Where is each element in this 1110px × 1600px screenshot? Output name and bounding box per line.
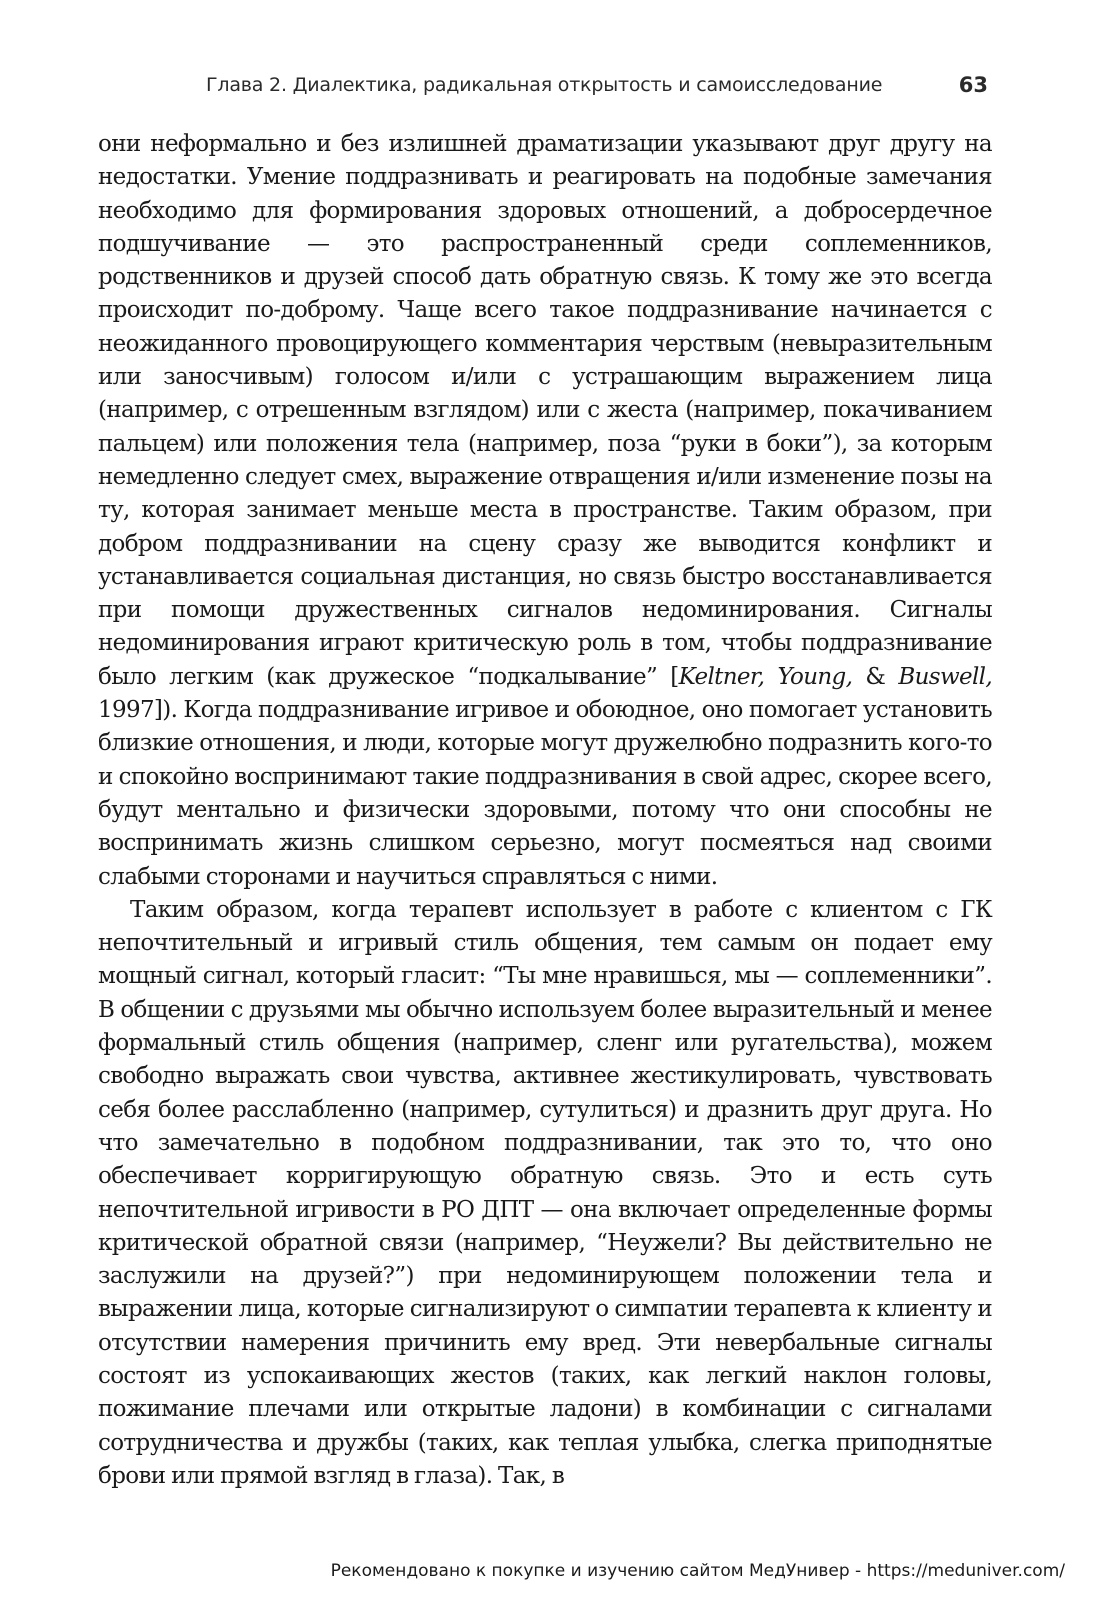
paragraph-2: Таким образом, когда терапевт использует в работе с клиентом с ГК непочтительный и игривый стиль общения, тем самым он подает ему мощный сигнал, который гласит: “Ты мне нравишься, мы — соплеменники”. В общении с друзьями мы обычно используем более выразительный и менее формальный стиль общения (например, сленг или ругательства), можем свободно выражать свои чувства, активнее жестикулировать, чувствовать себя более расслабленно (например, сутулиться) и дразнить друг друга. Но что замечательно в подобном поддразнивании, так это то, что оно обеспечивает корригирующую обратную связь. Это и есть суть непочтительной игривости в РО ДПТ — она включает определенные формы критической обратной связи (например, “Неужели? Вы действительно не заслужили на друзей?”) при недоминирующем положении тела и выражении лица, которые сигнализируют о симпатии терапевта к клиенту и отсутствии намерения причинить ему вред. Эти невербальные сигналы состоят из успокаивающих жестов (таких, как легкий наклон головы, пожимание плечами или открытые ладони) в комбинации с сигналами сотрудничества и дружбы (таких, как теплая улыбка, слегка приподнятые брови или прямой взгляд в глаза). Так, в [98,896,992,1489]
paragraph-1-text-b: 1997]). Когда поддразнивание игривое и обоюдное, оно помогает установить близкие отношения, и люди, которые могут дружелюбно подразнить кого-то и спокойно воспринимают такие поддразнивания в свой адрес, скорее всего, будут ментально и физически здоровыми, потому что они способны не воспринимать жизнь слишком серьезно, могут посмеяться над своими слабыми сторонами и научиться справляться с ними. [98,697,992,890]
running-header [100,74,992,104]
citation-authors-1: Keltner, Young, [678,663,853,690]
citation-ampersand: & [852,663,899,690]
chapter-title: Глава 2. Диалектика, радикальная открытость и самоисследование [206,74,883,96]
paragraph-1 [98,128,992,894]
footer-watermark: Рекомендовано к покупке и изучению сайтом МедУнивер - https://meduniver.com/ [330,1561,1065,1581]
citation-authors-2: Buswell, [898,663,993,690]
body-text [98,128,992,1493]
page-number: 63 [958,73,988,97]
paragraph-1-text-a: они неформально и без излишней драматизации указывают друг другу на недостатки. Умение поддразнивать и реагировать на подобные замечания необходимо для формирования здоровых отношений, а добросердечное подшучивание — это распространенный среди соплеменников, родственников и друзей способ дать обратную связь. К тому же это всегда происходит по-доброму. Чаще всего такое поддразнивание начинается с неожиданного провоцирующего комментария черствым (невыразительным или заносчивым) голосом и/или с устрашающим выражением лица (например, с отрешенным взглядом) или с жеста (например, покачиванием пальцем) или положения тела (например, поза “руки в боки”), за которым немедленно следует смех, выражение отвращения и/или изменение позы на ту, которая занимает меньше места в пространстве. Таким образом, при добром поддразнивании на сцену сразу же выводится конфликт и устанавливается социальная дистанция, но связь быстро восстанавливается при помощи дружественных сигналов недоминирования. Сигналы недоминирования играют критическую роль в том, чтобы поддразнивание было легким (как дружеское “подкалывание” [ [98,131,992,690]
